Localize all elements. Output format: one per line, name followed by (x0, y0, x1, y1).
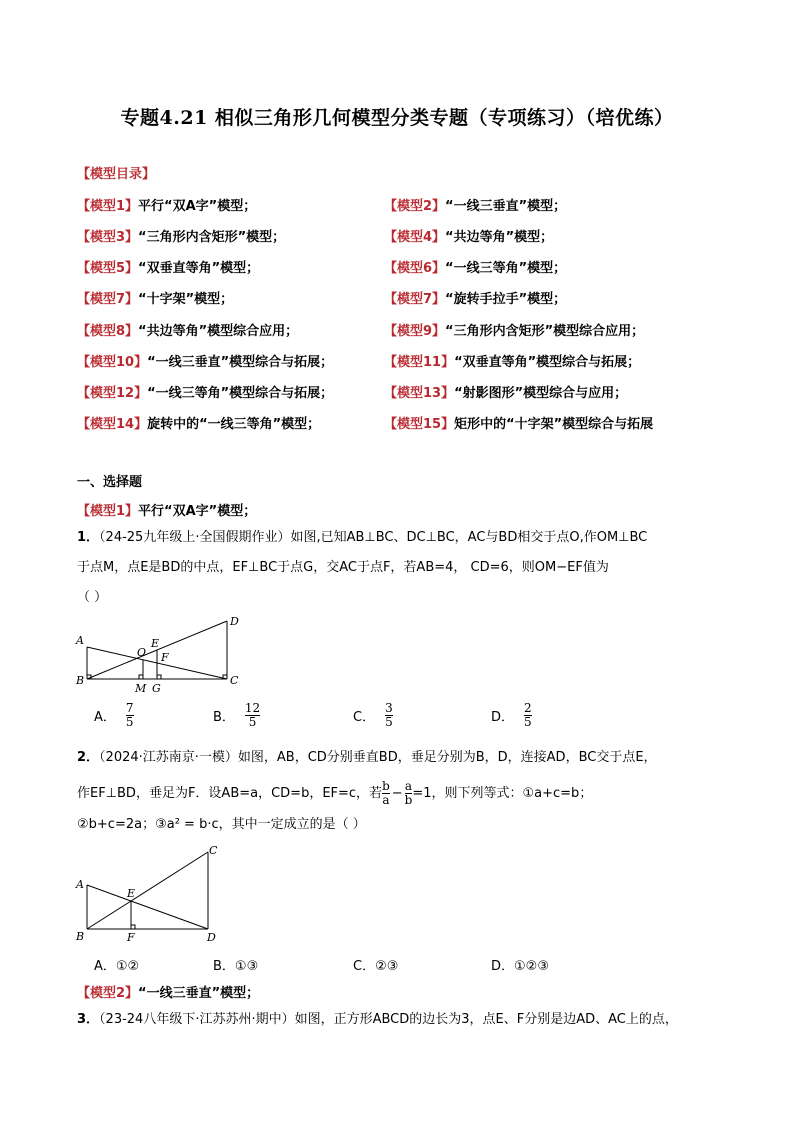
toc-entry: 【模型3】“三角形内含矩形”模型； (77, 230, 286, 245)
label-a: A (76, 878, 84, 891)
toc-row (77, 257, 757, 277)
toc-heading: 【模型目录】 (77, 167, 156, 182)
toc-entry: 【模型7】“十字架”模型； (77, 292, 234, 307)
label-f: F (127, 931, 135, 944)
toc-entry: 【模型11】“双垂直等角”模型综合与拓展； (384, 355, 641, 370)
toc-row (77, 288, 757, 308)
model1-heading: 【模型1】平行“双A字”模型； (77, 504, 257, 519)
label-e: E (151, 637, 160, 650)
q1-option[interactable]: B． $\frac{12}{5}$ (213, 701, 261, 729)
right-angle-f (131, 925, 135, 929)
label-c: C (209, 844, 218, 857)
label-b: B (76, 674, 85, 687)
q1-option[interactable]: A． $\frac{7}{5}$ (94, 701, 134, 729)
segment-ad (87, 885, 208, 929)
q2-option[interactable]: D．①②③ (491, 959, 549, 974)
q1-line2: 于点M，点E是BD的中点，EF⊥BC于点G，交AC于点F，若AB=4， CD=6，则OM−EF值为 (77, 560, 609, 575)
q1-line3: （ ） (77, 590, 108, 605)
q2-figure (75, 842, 225, 946)
toc-row (77, 226, 757, 246)
label-c: C (230, 674, 239, 687)
option-fraction: $\frac{2}{5}$ (524, 701, 532, 729)
model2-heading: 【模型2】“一线三垂直”模型； (77, 986, 260, 1001)
label-b: B (76, 930, 85, 943)
q3-line1: 3．（23-24八年级下·江苏苏州·期中）如图，正方形ABCD的边长为3，点E、F分别是边AD、AC上的点， (77, 1012, 678, 1027)
right-angle-g (157, 675, 161, 679)
q2-option[interactable]: C．②③ (353, 959, 399, 974)
toc-entry: 【模型12】“一线三等角”模型综合与拓展； (77, 386, 334, 401)
q1-line1: 1．（24-25九年级上·全国假期作业）如图,已知AB⊥BC、DC⊥BC，AC与BD相交于点O,作OM⊥BC (77, 530, 648, 545)
label-d: D (230, 615, 239, 628)
page-title: 专题4.21 相似三角形几何模型分类专题（专项练习）（培优练） (120, 107, 674, 129)
toc-row (77, 351, 757, 371)
toc-row (77, 382, 757, 402)
label-e: E (127, 887, 136, 900)
q1-option[interactable]: D． $\frac{2}{5}$ (491, 701, 532, 729)
label-f: F (161, 651, 169, 664)
option-fraction: $\frac{12}{5}$ (244, 701, 261, 729)
toc-entry: 【模型7】“旋转手拉手”模型； (384, 292, 567, 307)
toc-row (77, 320, 757, 340)
option-fraction: $\frac{3}{5}$ (385, 701, 393, 729)
toc-entry: 【模型6】“一线三等角”模型； (384, 261, 567, 276)
segment-bc (87, 852, 208, 929)
toc-entry: 【模型15】矩形中的“十字架”模型综合与拓展 (384, 417, 654, 432)
q2-line2: 作EF⊥BD，垂足为F．设AB=a，CD=b，EF=c，若 $\frac{b}{a}$ − $\frac{a}{b}$ =1，则下列等式：①a+c=b； (77, 779, 593, 807)
toc-entry: 【模型5】“双垂直等角”模型； (77, 261, 260, 276)
label-d: D (207, 931, 216, 944)
label-m: M (135, 682, 147, 695)
toc-row (77, 195, 757, 215)
label-o: O (137, 646, 147, 659)
toc-entry: 【模型4】“共边等角”模型； (384, 230, 554, 245)
label-a: A (76, 634, 84, 647)
q2-option[interactable]: A．①② (94, 959, 140, 974)
q2-fraction-a-over-b: $\frac{a}{b}$ (404, 779, 413, 807)
toc-entry: 【模型9】“三角形内含矩形”模型综合应用； (384, 324, 645, 339)
toc-entry: 【模型10】“一线三垂直”模型综合与拓展； (77, 355, 334, 370)
q2-line1: 2．（2024·江苏南京·一模）如图，AB，CD分别垂直BD，垂足分别为B，D，连接AD，BC交于点E， (77, 750, 657, 765)
q2-line3: ②b+c=2a；③a² = b·c，其中一定成立的是（ ） (77, 817, 366, 832)
toc-entry: 【模型14】旋转中的“一线三等角”模型； (77, 417, 321, 432)
q1-figure (75, 612, 245, 696)
option-fraction: $\frac{7}{5}$ (125, 701, 134, 729)
label-g: G (152, 682, 161, 695)
q1-option[interactable]: C． $\frac{3}{5}$ (353, 701, 393, 729)
q2-fraction-b-over-a: $\frac{b}{a}$ (382, 779, 390, 807)
toc-entry: 【模型1】平行“双A字”模型； (77, 199, 257, 214)
toc-entry: 【模型8】“共边等角”模型综合应用； (77, 324, 299, 339)
right-angle-m (139, 675, 143, 679)
toc-entry: 【模型13】“射影图形”模型综合与应用； (384, 386, 628, 401)
toc-row (77, 413, 757, 433)
section-heading: 一、选择题 (77, 475, 143, 490)
toc-entry: 【模型2】“一线三垂直”模型； (384, 199, 567, 214)
q2-option[interactable]: B．①③ (213, 959, 259, 974)
